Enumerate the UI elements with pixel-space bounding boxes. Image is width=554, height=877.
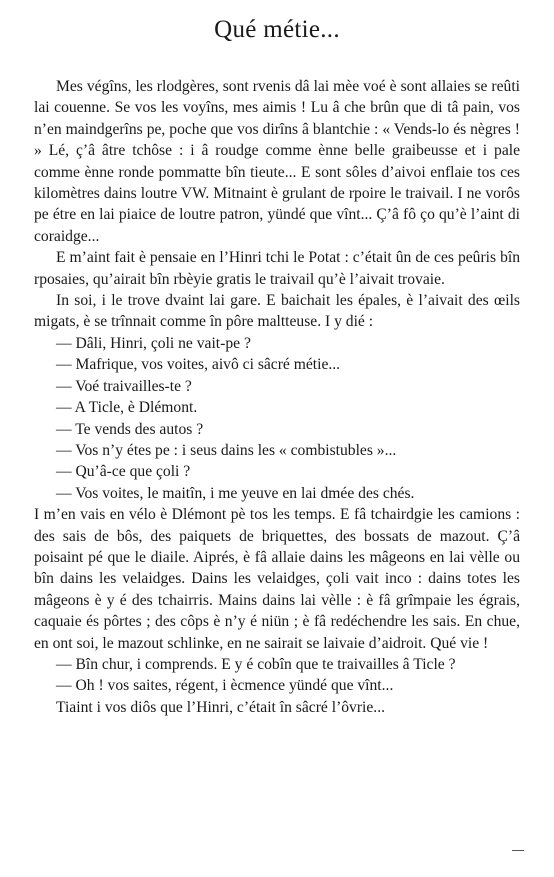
dialog-line-9: — Bîn chur, i comprends. E y é cobîn que te traivailles â Ticle ?: [56, 655, 456, 673]
dialog-line-2: — Mafrique, vos voites, aivô ci sâcré métie...: [56, 356, 341, 374]
paragraph-2: E m’aint fait è pensaie en l’Hinri tchi le Potat : c’était ûn de ces peûris bîn rposaies, qu’airait bîn rbèyie gratis le traivail qu’è l’aivait trovaie.: [34, 249, 520, 288]
dialog-line-8: — Vos voites, le maitîn, i me yeuve en lai dmée des chés.: [56, 484, 415, 502]
closing-line: Tiaint i vos diôs que l’Hinri, c’était în sâcré l’ôvrie...: [56, 698, 385, 716]
dialog-line-3: — Voé traivailles-te ?: [56, 377, 192, 395]
dialog-line-6: — Vos n’y étes pe : i seus dains les « combistubles »...: [56, 441, 397, 459]
paragraph-1: Mes végîns, les rlodgères, sont rvenis dâ lai mèe voé è sont allaies se reûti lai couenne. Se vos les voyîns, mes aimis ! Lu â che brûn que di tâ pain, vos n’en maindgerîns pe, poche que vos dirîns â blantchie : « Vends-lo és nègres ! » Lé, ç’â âtre tchôse : i â roudge comme ènne belle graibeusse et i pale comme ènne ronde pommatte bîn tieute... E sont sôles d’aivoi enflaie tos ces kilomètres dains loutre VW. Mitnaint è grulant de rpoire le traivail. I ne vorôs pe étre en lai piaice de loutre patron, yündé que vînt... Ç’â fô ço qu’è l’aint di coraidge...: [34, 78, 520, 245]
page-title: Qué métie...: [214, 16, 340, 43]
body-text: [34, 76, 520, 718]
dialog-line-5: — Te vends des autos ?: [56, 420, 204, 438]
paragraph-4: I m’en vais en vélo è Dlémont pè tos les temps. E fâ tchairdgie les camions : des sais de bôs, des paiquets de briquettes, des bossats de mazout. Ç’â poisaint pé que le diaile. Aiprés, è fâ allaie dains les mâgeons en lai vèlle ou bîn dains les velaidges. Dains les velaidges, çoli vait inco : dains totes les mâgeons è y é des tchairris. Mains dains lai vèlle : è fâ grîmpaie les égrais, caquaie és pôrtes ; des côps è n’y é niün ; è fâ redéchendre les sais. En chue, en ont soi, le mazout schlinke, en ne sairait se laivaie d’aidroit. Qué vie !: [34, 506, 520, 652]
folio-mark: [512, 850, 524, 851]
dialog-line-1: — Dâli, Hinri, çoli ne vait-pe ?: [56, 334, 251, 352]
dialog-line-7: — Qu’â-ce que çoli ?: [56, 463, 191, 481]
dialog-line-10: — Oh ! vos saites, régent, i ècmence yündé que vînt...: [56, 677, 394, 695]
dialog-line-4: — A Ticle, è Dlémont.: [56, 399, 198, 417]
paragraph-3: In soi, i le trove dvaint lai gare. E baichait les épales, è l’aivait des œils migats, è se trînnait comme în pôre maltteuse. I y dié :: [34, 292, 520, 331]
